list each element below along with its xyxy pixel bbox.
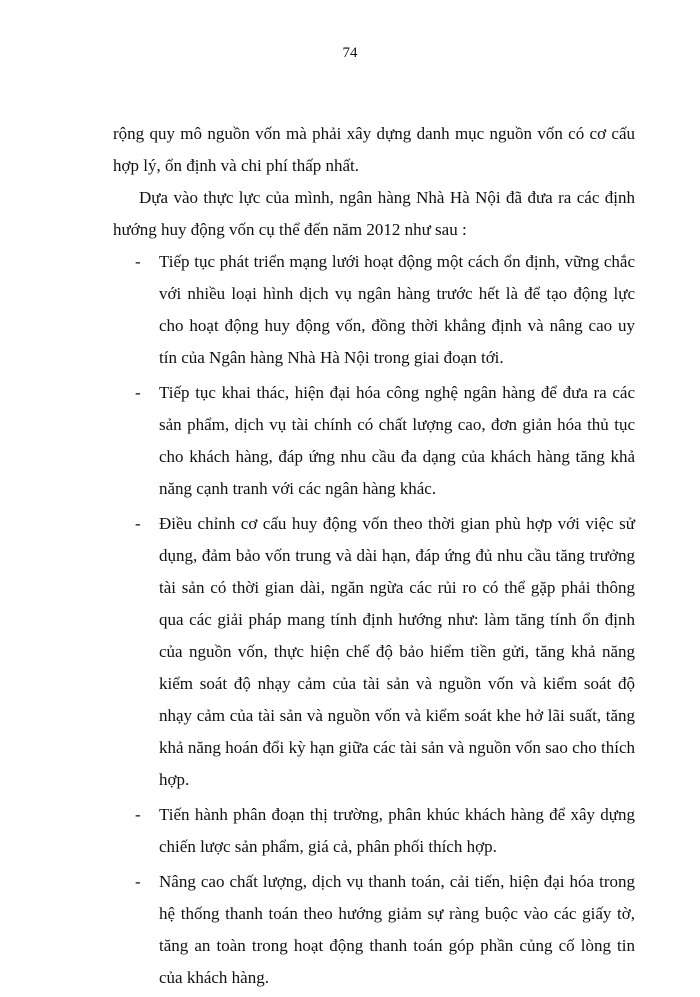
list-item-text: Tiến hành phân đoạn thị trường, phân khúc khách hàng để xây dựng chiến lược sản phẩm, giá cả, phân phối thích hợp. <box>159 805 635 856</box>
list-item-text: Tiếp tục phát triển mạng lưới hoạt động một cách ổn định, vững chắc với nhiều loại hình dịch vụ ngân hàng trước hết là để tạo động lực cho hoạt động huy động vốn, đồng thời khẳng định và nâng cao uy tín của Ngân hàng Nhà Hà Nội trong giai đoạn tới. <box>159 252 635 367</box>
bullet-dash: - <box>135 252 141 271</box>
document-body <box>113 118 635 997</box>
bullet-dash: - <box>135 805 141 824</box>
bullet-dash: - <box>135 872 141 891</box>
bullet-dash: - <box>135 383 141 402</box>
page-number: 74 <box>342 45 358 61</box>
list-item <box>113 866 635 994</box>
paragraph-continuation: rộng quy mô nguồn vốn mà phải xây dựng danh mục nguồn vốn có cơ cấu hợp lý, ổn định và chi phí thấp nhất. <box>113 124 635 175</box>
paragraph-intro: Dựa vào thực lực của mình, ngân hàng Nhà Hà Nội đã đưa ra các định hướng huy động vốn cụ thể đến năm 2012 như sau : <box>113 188 635 239</box>
list-item <box>113 377 635 505</box>
list-item-text: Nâng cao chất lượng, dịch vụ thanh toán, cải tiến, hiện đại hóa trong hệ thống thanh toán theo hướng giảm sự ràng buộc vào các giấy tờ, tăng an toàn trong hoạt động thanh toán góp phần củng cố lòng tin của khách hàng. <box>159 872 635 987</box>
list-item <box>113 799 635 863</box>
orientation-list <box>113 246 635 994</box>
list-item-text: Tiếp tục khai thác, hiện đại hóa công nghệ ngân hàng để đưa ra các sản phẩm, dịch vụ tài chính có chất lượng cao, đơn giản hóa thủ tục cho khách hàng, đáp ứng nhu cầu đa dạng của khách hàng tăng khả năng cạnh tranh với các ngân hàng khác. <box>159 383 635 498</box>
bullet-dash: - <box>135 514 141 533</box>
list-item <box>113 508 635 796</box>
list-item <box>113 246 635 374</box>
list-item-text: Điều chỉnh cơ cấu huy động vốn theo thời gian phù hợp với việc sử dụng, đảm bảo vốn trung và dài hạn, đáp ứng đủ nhu cầu tăng trưởng tài sản có thời gian dài, ngăn ngừa các rủi ro có thể gặp phải thông qua các giải pháp mang tính định hướng như: làm tăng tính ổn định của nguồn vốn, thực hiện chế độ bảo hiểm tiền gửi, tăng khả năng kiểm soát độ nhạy cảm của tài sản và nguồn vốn và kiểm soát độ nhạy cảm của tài sản và nguồn vốn và kiểm soát khe hở lãi suất, tăng khả năng hoán đổi kỳ hạn giữa các tài sản và nguồn vốn sao cho thích hợp. <box>159 514 635 789</box>
